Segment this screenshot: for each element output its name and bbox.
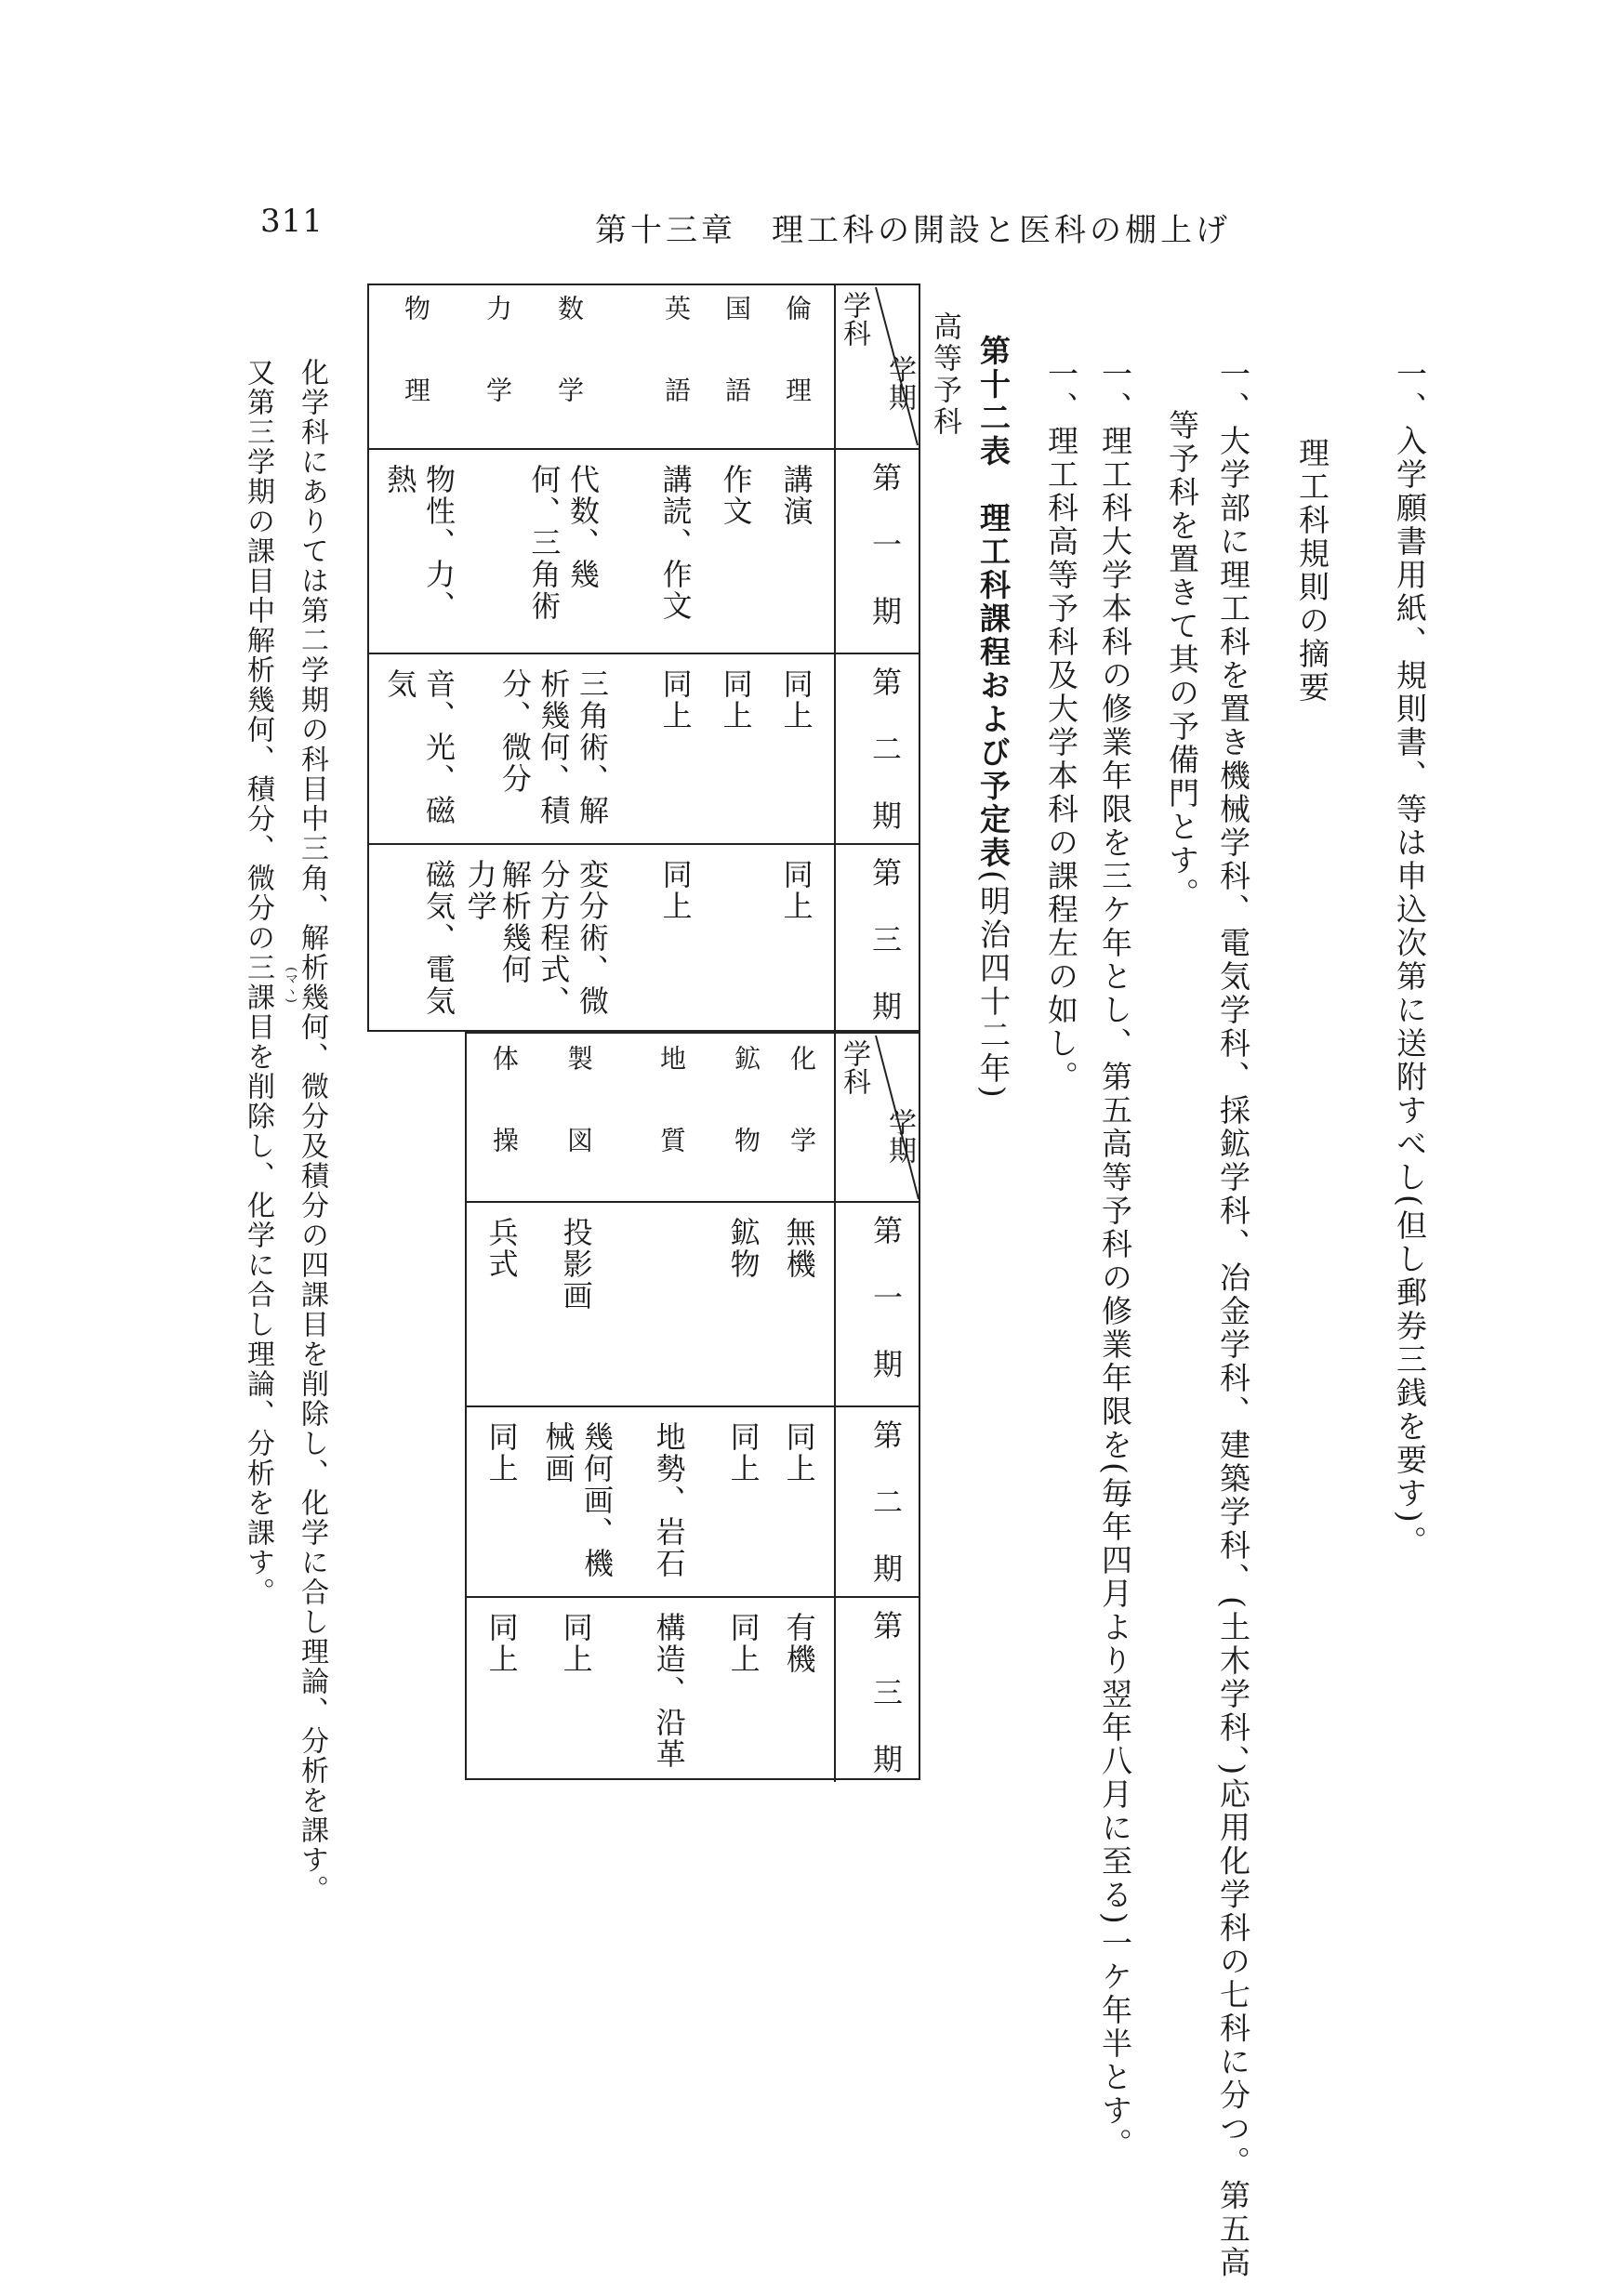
table2-cell: 構造、沿革	[651, 1612, 687, 1770]
note-ruby: (マヽ)	[284, 967, 298, 1003]
table2-cell: 同上	[725, 1421, 761, 1484]
table1-subject-english: 英語	[661, 295, 692, 458]
table2-cell: 幾何画、機械画	[540, 1421, 615, 1579]
table1-period-3: 第三期	[867, 857, 903, 1058]
table1-cell: 講演	[778, 464, 814, 527]
body-line-2b: 等予科を置きて其の予備門とす。	[1164, 409, 1200, 911]
table1-cell: 同上	[718, 668, 754, 732]
table2-period-2: 第二期	[868, 1419, 904, 1620]
table2-subject-geology: 地質	[656, 1045, 687, 1208]
table1-subject-mechanics: 力学	[483, 295, 513, 458]
table2-period-1: 第一期	[868, 1215, 904, 1416]
table1-cell: 同上	[778, 859, 814, 922]
table2-cell: 無機	[781, 1217, 817, 1280]
table2-cell: 兵式	[483, 1217, 520, 1280]
running-head: 第十三章 理工科の開設と医科の棚上げ	[595, 212, 1231, 249]
body-line-3: 一、理工科大学本科の修業年限を三ケ年とし、第五高等予科の修業年限を(毎年四月より翌年八月に至る)一ケ年半とす。	[1097, 358, 1133, 2161]
table2-header-diagonal	[467, 1034, 922, 1782]
table2-subject-minerals: 鉱物	[731, 1045, 761, 1208]
table-title-era: (明治四十二年)	[975, 870, 1012, 1101]
table2-subject-drafting: 製図	[563, 1045, 594, 1208]
page-number: 311	[260, 203, 324, 240]
table1-subject-math: 数学	[554, 295, 585, 458]
table1-header-term: 学期	[883, 355, 916, 411]
body-line-4: 一、理工科高等予科及大学本科の課程左の如し。	[1043, 358, 1079, 1094]
table1-subject-physics: 物理	[401, 295, 431, 458]
table-title-main: 第十二表 理工科課程および予定表	[975, 335, 1012, 870]
section-label: 高等予科	[928, 311, 961, 438]
table1-cell: 物性、力、熱	[382, 464, 456, 622]
body-line-1: 一、入学願書用紙、規則書、等は申込次第に送附すべし(但し郵券三銭を要す)。	[1392, 358, 1428, 1559]
table2-subject-chemistry: 化学	[787, 1045, 817, 1208]
table2-cell: 同上	[725, 1612, 761, 1675]
note-line-b: 又第三学期の課目中解析幾何、積分、微分の三課目を削除し、化学に合し理論、分析を課す。	[242, 358, 274, 1607]
table2-cell: 鉱物	[725, 1217, 761, 1280]
note-line-a: 化学科にありては第二学期の科目中三角、解析幾何、微分及積分の四課目を削除し、化学に合し理論、分析を課す。	[296, 358, 328, 1905]
table2-cell: 同上	[781, 1421, 817, 1484]
table2-cell: 同上	[483, 1612, 520, 1675]
table2-cell: 有機	[781, 1612, 817, 1675]
table1-cell: 音、光、磁気	[382, 668, 456, 826]
table1-cell: 同上	[657, 668, 694, 732]
table1-cell: 作文	[718, 464, 754, 527]
table1-period-1: 第一期	[867, 462, 903, 663]
table2-header-term: 学期	[883, 1108, 916, 1164]
table2-cell: 同上	[483, 1421, 520, 1484]
table1-cell: 同上	[778, 668, 814, 732]
table1-cell: 代数、幾何、三角術	[526, 464, 601, 622]
table2-cell: 地勢、岩石	[651, 1421, 687, 1579]
table2-header-subject: 学科	[838, 1039, 870, 1095]
table1-cell: 力学	[462, 859, 498, 922]
table1-header-subject: 学科	[838, 291, 870, 347]
table1-cell: 三角術、解析幾何、積分、微分	[496, 668, 610, 826]
table1-period-2: 第二期	[867, 666, 903, 867]
table1-cell: 同上	[657, 859, 694, 922]
table1-cell: 磁気、電気	[421, 859, 456, 1017]
table1-cell: 講読、作文	[657, 464, 694, 622]
table2-subject-gymnastics: 体操	[489, 1045, 520, 1208]
rules-heading: 理工科規則の摘要	[1294, 437, 1330, 705]
table2-period-3: 第三期	[868, 1610, 904, 1811]
body-line-2a: 一、大学部に理工科を置き機械学科、電気学科、採鉱学科、冶金学科、建築学科、(土木学科、)応用化学科の七科に分つ。第五高	[1215, 358, 1251, 2280]
table1-subject-ethics: 倫理	[782, 295, 813, 458]
curriculum-table-2	[465, 1032, 920, 1811]
table2-cell: 投影画	[558, 1217, 594, 1312]
table-title	[975, 335, 1012, 1101]
table2-cell: 同上	[558, 1612, 594, 1675]
curriculum-table-1	[367, 284, 920, 1058]
table1-subject-japanese: 国語	[721, 295, 752, 458]
table1-cell: 変分術、微分方程式、解析幾何	[496, 859, 610, 1017]
